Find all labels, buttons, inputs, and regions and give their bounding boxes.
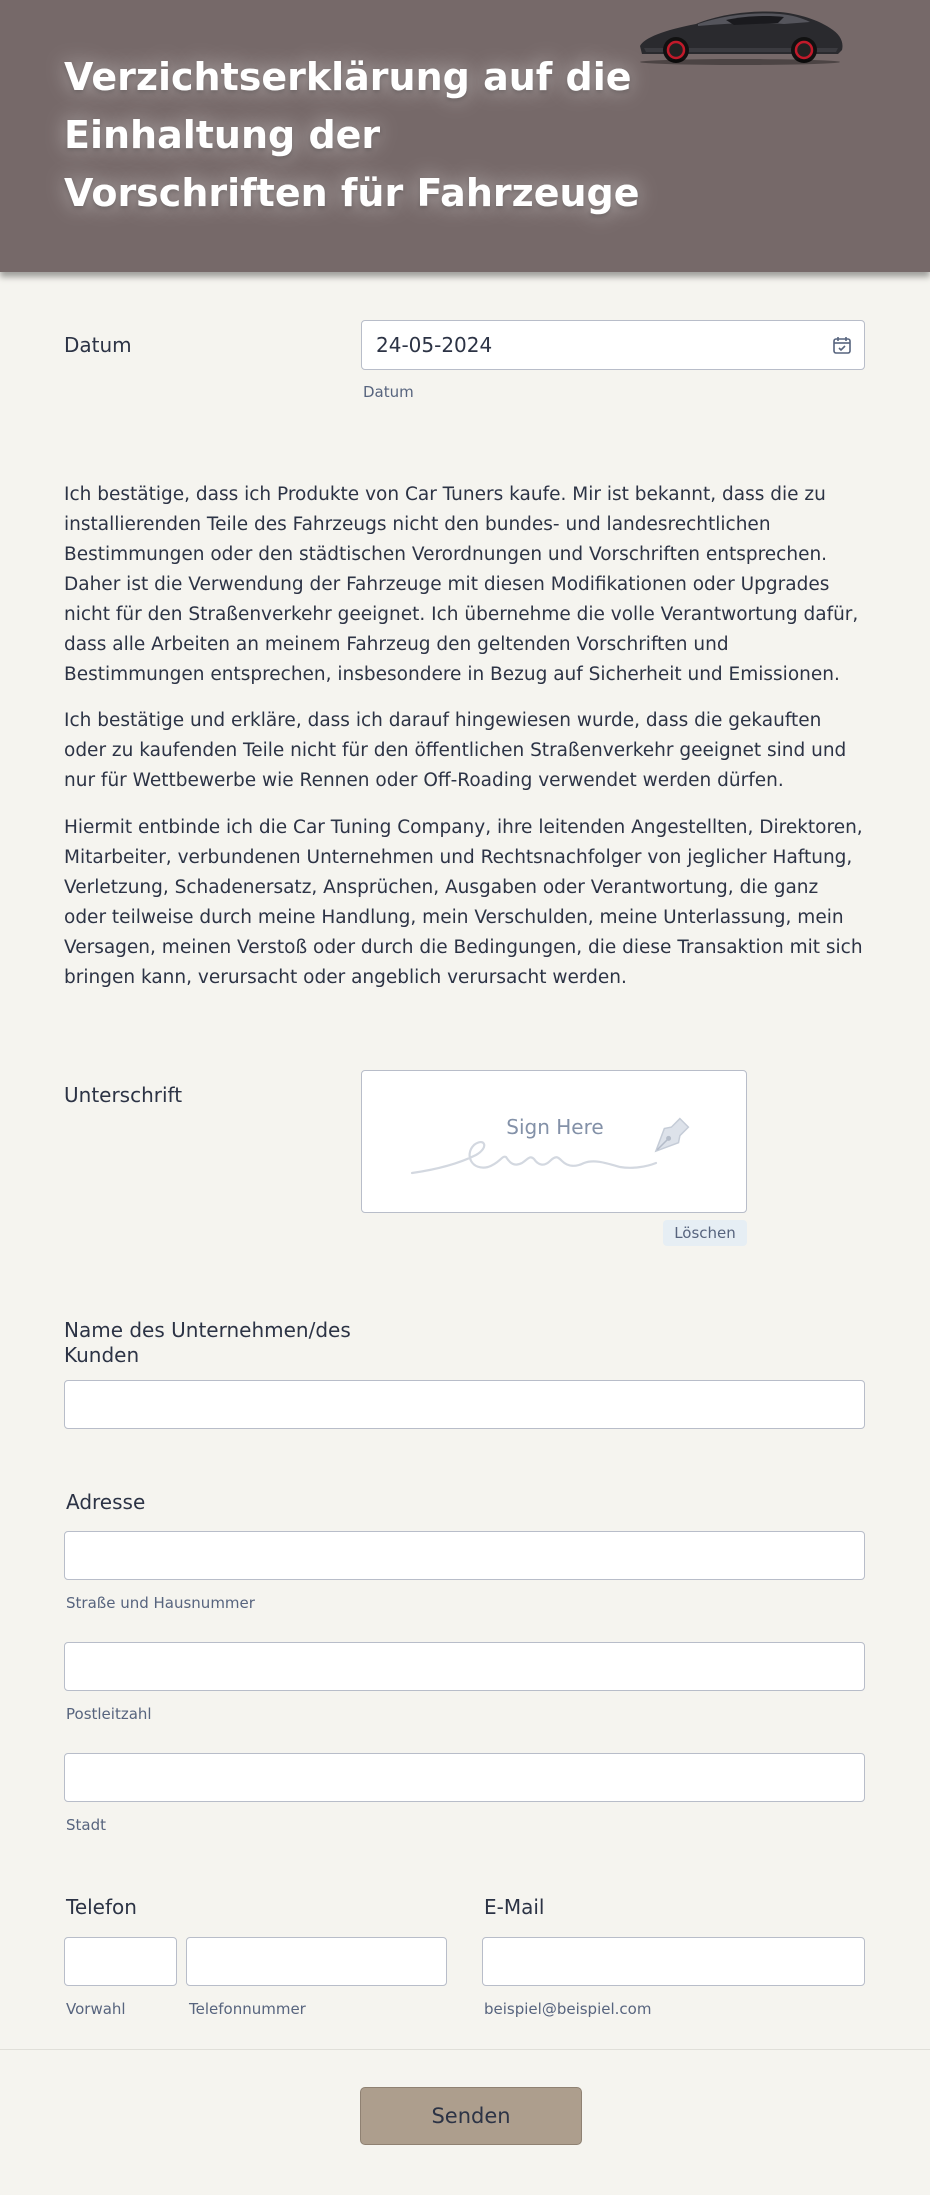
postal-code-sublabel: Postleitzahl	[66, 1705, 152, 1723]
area-code-sublabel: Vorwahl	[66, 2000, 126, 2018]
date-input[interactable]	[361, 320, 865, 370]
email-label: E-Mail	[484, 1895, 545, 1919]
phone-label: Telefon	[66, 1895, 137, 1919]
waiver-paragraph-2: Ich bestätige und erkläre, dass ich darauf hingewiesen wurde, dass die gekauften oder zu kaufenden Teile nicht für den öffentlichen Straßenverkehr geeignet sind und nur für Wettbewerbe wie Rennen oder Off-Roading verwendet werden dürfen.	[64, 710, 847, 791]
signature-pad[interactable]	[361, 1070, 747, 1213]
city-sublabel: Stadt	[66, 1816, 106, 1834]
date-value: 24-05-2024	[376, 333, 493, 357]
signature-placeholder: Sign Here	[506, 1115, 604, 1139]
calendar-icon[interactable]	[832, 335, 852, 355]
form-header	[0, 0, 930, 272]
sports-car-image	[634, 4, 846, 66]
postal-code-input[interactable]	[64, 1642, 865, 1691]
email-sublabel: beispiel@beispiel.com	[484, 2000, 652, 2018]
waiver-paragraph-1: Ich bestätige, dass ich Produkte von Car Tuners kaufe. Mir ist bekannt, dass die zu installierenden Teile des Fahrzeugs nicht den bundes- und landesrechtlichen Bestimmungen oder den städtischen Verordnungen und Vorschriften entsprechen. Daher ist die Verwendung der Fahrzeuge mit diesen Modifikationen oder Upgrades nicht für den Straßenverkehr geeignet. Ich übernehme die volle Verantwortung dafür, dass alle Arbeiten an meinem Fahrzeug den geltenden Vorschriften und Bestimmungen entsprechen, insbesondere in Bezug auf Sicherheit und Emissionen.	[64, 484, 859, 685]
form-title: Verzichtserklärung auf die Einhaltung der Vorschriften für Fahrzeuge	[64, 55, 640, 215]
street-address-input[interactable]	[64, 1531, 865, 1580]
street-sublabel: Straße und Hausnummer	[66, 1594, 255, 1612]
address-label: Adresse	[66, 1490, 146, 1514]
waiver-paragraph-3: Hiermit entbinde ich die Car Tuning Company, ihre leitenden Angestellten, Direktoren, Mitarbeiter, verbundenen Unternehmen und Rechtsnachfolger von jeglicher Haftung, Verletzung, Schadenersatz, Ansprüchen, Ausgaben oder Verantwortung, die ganz oder teilweise durch meine Handlung, mein Verschulden, meine Unterlassung, mein Versagen, meinen Verstoß oder durch die Bedingungen, die diese Transaktion mit sich bringen kann, verursacht oder angeblich verursacht werden.	[64, 817, 863, 988]
city-input[interactable]	[64, 1753, 865, 1802]
company-name-input[interactable]	[64, 1380, 865, 1429]
company-label: Name des Unternehmen/des Kunden	[64, 1318, 351, 1367]
signature-label: Unterschrift	[64, 1083, 183, 1107]
phone-number-input[interactable]	[186, 1937, 447, 1986]
footer-divider	[0, 2049, 930, 2050]
date-label: Datum	[64, 333, 132, 357]
phone-number-sublabel: Telefonnummer	[189, 2000, 306, 2018]
submit-button[interactable]: Senden	[360, 2087, 582, 2145]
date-sublabel: Datum	[363, 383, 414, 401]
pen-nib-icon	[646, 1113, 694, 1161]
email-input[interactable]	[482, 1937, 865, 1986]
clear-signature-button[interactable]: Löschen	[663, 1220, 747, 1246]
area-code-input[interactable]	[64, 1937, 177, 1986]
